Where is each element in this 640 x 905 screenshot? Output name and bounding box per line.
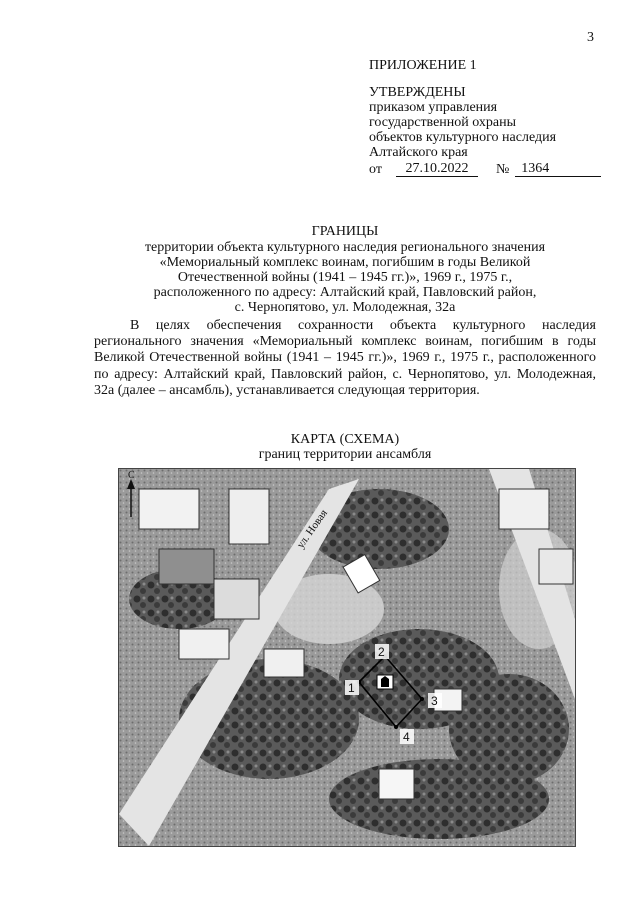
approved-label: УТВЕРЖДЕНЫ: [369, 85, 466, 100]
building: [139, 489, 199, 529]
approval-line-4: Алтайского края: [369, 145, 468, 160]
building: [499, 489, 549, 529]
order-date-number: [369, 162, 609, 177]
order-date: 27.10.2022: [396, 162, 478, 177]
heading-line-1: территории объекта культурного наследия регионального значения: [144, 240, 546, 255]
page-number: 3: [587, 30, 594, 45]
aerial-map: [118, 468, 576, 847]
north-label: С: [128, 470, 135, 481]
point-label-3: 3: [431, 694, 438, 708]
point-label-4: 4: [403, 730, 410, 744]
building: [539, 549, 573, 584]
document-heading: [80, 224, 610, 315]
date-label: от: [369, 162, 382, 177]
boundary-vertex: [394, 725, 398, 729]
order-number: 1364: [515, 162, 601, 177]
building: [214, 579, 259, 619]
approval-line-2: государственной охраны: [369, 115, 517, 130]
heading-title: ГРАНИЦЫ: [311, 224, 379, 239]
approval-block: [369, 58, 609, 177]
boundary-vertex: [420, 697, 424, 701]
number-label: №: [495, 162, 510, 177]
approval-line-1: приказом управления: [369, 100, 498, 115]
point-label-1: 1: [348, 681, 355, 695]
heading-line-3: Отечественной войны (1941 – 1945 гг.)», 1969 г., 1975 г.,: [177, 270, 513, 285]
building: [179, 629, 229, 659]
building: [379, 769, 414, 799]
map-title: КАРТА (СХЕМА): [290, 432, 400, 447]
tree-cluster: [329, 759, 549, 839]
point-label-2: 2: [378, 645, 385, 659]
building: [264, 649, 304, 677]
map-caption: [80, 432, 610, 462]
heading-line-2: «Мемориальный комплекс воинам, погибшим в годы Великой: [159, 255, 531, 270]
heading-line-4: расположенного по адресу: Алтайский край, Павловский район,: [153, 285, 537, 300]
heading-line-5: с. Чернопятово, ул. Молодежная, 32а: [234, 300, 456, 315]
street-label: ул. Новая: [294, 507, 330, 551]
appendix-label: ПРИЛОЖЕНИЕ 1: [369, 58, 477, 73]
building: [159, 549, 214, 584]
building: [229, 489, 269, 544]
body-paragraph: В целях обеспечения сохранности объекта культурного наследия регионального значения «Мемориальный комплекс воинам, погибшим в годы Великой Отечественной войны (1941 – 1945 гг.)», 1969 г., 1975 г., расположенного по адресу: Алтайский край, Павловский район, с. Чернопятово, ул. Молодежная, 32а (далее – ансамбль), устанавливается следующая территория.: [94, 318, 596, 398]
map-image: [119, 469, 575, 846]
map-subtitle: границ территории ансамбля: [258, 447, 432, 462]
approval-line-3: объектов культурного наследия: [369, 130, 557, 145]
